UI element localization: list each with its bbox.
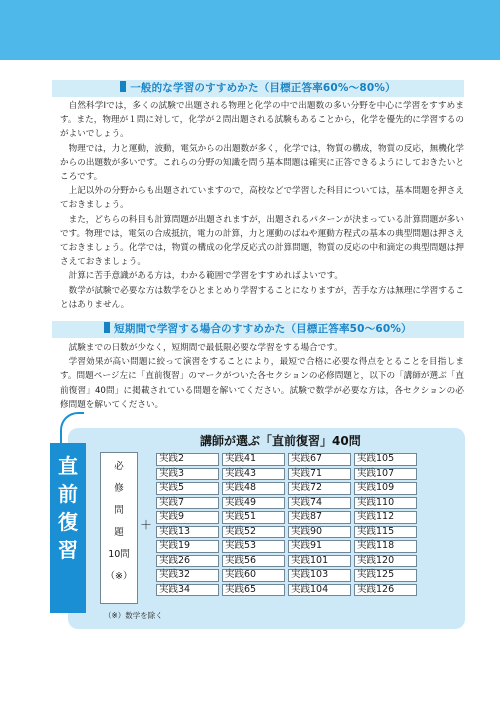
top-color-band — [0, 0, 500, 60]
problem-cell: 実践125 — [354, 569, 417, 582]
problem-cell: 実践53 — [222, 540, 285, 553]
problem-cell: 実践104 — [288, 584, 351, 597]
problem-cell: 実践41 — [222, 453, 285, 466]
problem-cell: 実践91 — [288, 540, 351, 553]
problem-cell: 実践34 — [156, 584, 219, 597]
problem-cell: 実践112 — [354, 511, 417, 524]
problem-cell: 実践43 — [222, 468, 285, 481]
problem-cell: 実践67 — [288, 453, 351, 466]
table-row — [156, 569, 417, 582]
paragraph: 自然科学Ⅰでは，多くの試験で出題される物理と化学の中で出題数の多い分野を中心に学習をすすめます。また，物理が１問に対して，化学が２問出題される試験もあることから，化学を優先的に学習するのがよいでしょう。 — [60, 101, 464, 140]
header-marker-icon — [104, 322, 110, 333]
problem-cell: 実践87 — [288, 511, 351, 524]
paragraph: 計算に苦手意識がある方は，わかる範囲で学習をすすめればよいです。 — [68, 271, 343, 282]
problem-cell: 実践103 — [288, 569, 351, 582]
problem-cell: 実践26 — [156, 555, 219, 568]
problem-cell: 実践3 — [156, 468, 219, 481]
paragraph: 上記以外の分野からも出題されていますので，高校などで学習した科目については，基本問題を押さえておきましょう。 — [60, 186, 464, 211]
problem-cell: 実践107 — [354, 468, 417, 481]
problem-cell: 実践101 — [288, 555, 351, 568]
problem-cell: 実践110 — [354, 497, 417, 510]
section1-body — [60, 99, 464, 312]
problem-cell: 実践7 — [156, 497, 219, 510]
paragraph: 学習効果が高い問題に絞って演習をすることにより，最短で合格に必要な得点をとることを目指します。問題ページ左に「直前復習」のマークがついた各セクションの必修問題と，以下の「講師が選ぶ「直前復習」40問」に掲載されている問題を解いてください。試験で数学が必要な方は，各セクションの必修問題を解いてください。 — [60, 357, 464, 410]
problem-cell: 実践105 — [354, 453, 417, 466]
problem-cell: 実践13 — [156, 526, 219, 539]
table-row — [156, 468, 417, 481]
table-row — [156, 555, 417, 568]
problem-cell: 実践71 — [288, 468, 351, 481]
paragraph: また，どちらの科目も計算問題が出題されますが，出題されるパターンが決まっている計算問題が多いです。物理では，電気の合成抵抗，電力の計算，力と運動のばねや運動方程式の基本の典型問題は押さえておきましょう。化学では，物質の構成の化学反応式の計算問題，物質の反応の中和滴定の典型問題は押さえておきましょう。 — [60, 214, 464, 268]
problem-cell: 実践72 — [288, 482, 351, 495]
header-marker-icon — [120, 81, 126, 92]
table-row — [156, 511, 417, 524]
problem-cell: 実践9 — [156, 511, 219, 524]
problem-cell: 実践65 — [222, 584, 285, 597]
problem-cell: 実践118 — [354, 540, 417, 553]
table-row — [156, 540, 417, 553]
table-row — [156, 482, 417, 495]
problem-cell: 実践74 — [288, 497, 351, 510]
section1-header-text: 一般的な学習のすすめかた（目標正答率60%～80%） — [130, 82, 396, 94]
section1-header — [52, 80, 464, 97]
problem-cell: 実践51 — [222, 511, 285, 524]
section2-body — [60, 341, 464, 412]
problem-list-table — [153, 451, 420, 598]
table-row — [156, 453, 417, 466]
table-row — [156, 497, 417, 510]
problem-cell: 実践49 — [222, 497, 285, 510]
problem-cell: 実践56 — [222, 555, 285, 568]
problem-cell: 実践48 — [222, 482, 285, 495]
section2-header — [52, 321, 464, 338]
problem-cell: 実践115 — [354, 526, 417, 539]
table-row — [156, 584, 417, 597]
review-tag-label: 直 前 復 習 — [58, 454, 78, 562]
required-problems-label: 必 修 問 題 10問 （※） — [105, 461, 133, 582]
table-row — [156, 526, 417, 539]
paragraph: 数学が試験で必要な方は数学をひとまとめり学習することになりますが，苦手な方は無理に学習することはありません。 — [60, 285, 464, 310]
problem-cell: 実践2 — [156, 453, 219, 466]
paragraph: 物理では，力と運動，波動，電気からの出題数が多く，化学では，物質の構成，物質の反応，無機化学からの出題数が多いです。これらの分野の知識を問う基本問題は確実に正答できるようにしておきたいところです。 — [60, 143, 464, 183]
section2-header-text: 短期間で学習する場合のすすめかた（目標正答率50～60%） — [114, 323, 412, 335]
footnote: （※）数学を除く — [104, 611, 163, 620]
review-title: 講師が選ぶ「直前復習」40問 — [200, 434, 361, 448]
problem-cell: 実践120 — [354, 555, 417, 568]
problem-cell: 実践126 — [354, 584, 417, 597]
problem-cell: 実践52 — [222, 526, 285, 539]
plus-sign: ＋ — [140, 518, 153, 532]
problem-cell: 実践32 — [156, 569, 219, 582]
problem-cell: 実践19 — [156, 540, 219, 553]
problem-cell: 実践5 — [156, 482, 219, 495]
problem-cell: 実践60 — [222, 569, 285, 582]
paragraph: 試験までの日数が少なく，短期間で最低限必要な学習をする場合です。 — [68, 343, 343, 353]
problem-cell: 実践109 — [354, 482, 417, 495]
problem-cell: 実践90 — [288, 526, 351, 539]
